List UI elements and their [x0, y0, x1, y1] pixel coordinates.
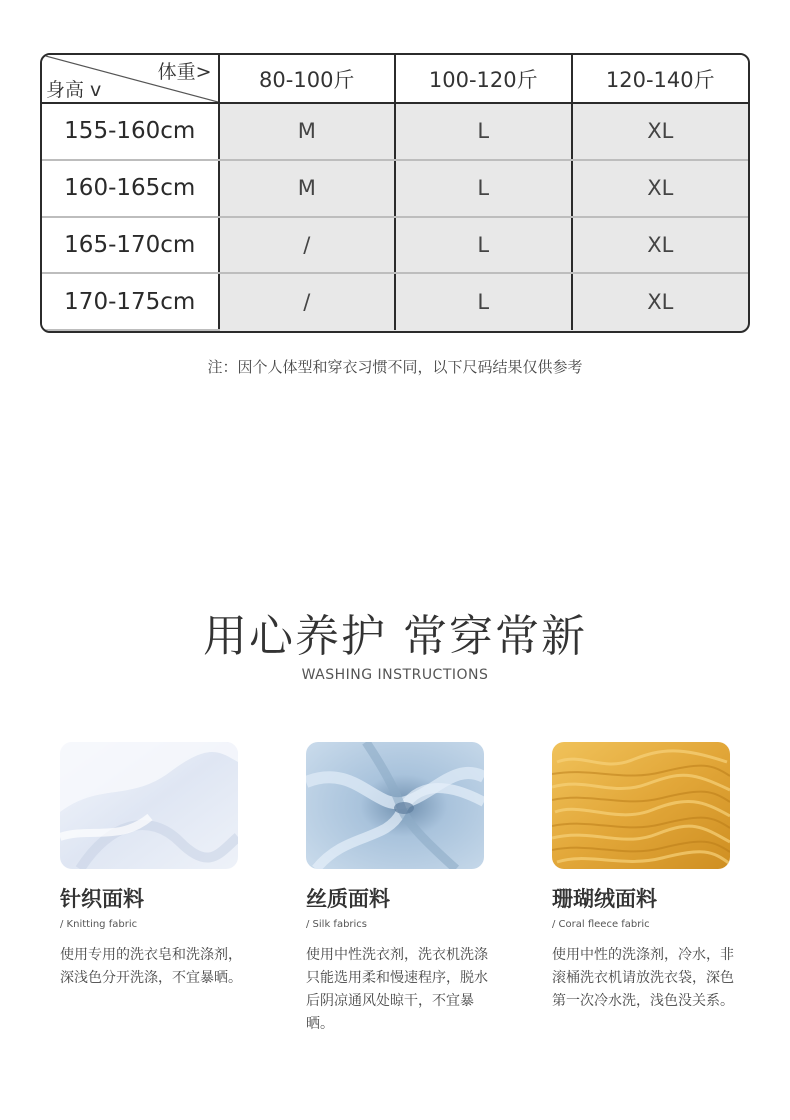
- fabric-name: 丝质面料: [306, 887, 390, 911]
- washing-subtitle: WASHING INSTRUCTIONS: [301, 667, 489, 683]
- size-cell: M: [219, 103, 396, 160]
- height-axis-label: 身高 v: [46, 79, 102, 101]
- fabric-english-name: / Coral fleece fabric: [552, 919, 650, 930]
- coral-fleece-fabric-image: [552, 742, 730, 869]
- fabric-english-name: / Knitting fabric: [60, 919, 138, 930]
- size-chart-corner-cell: [42, 55, 219, 103]
- height-row-label: 160-165cm: [42, 160, 219, 217]
- size-chart-row: [42, 217, 748, 274]
- weight-axis-label: 体重>: [157, 61, 212, 83]
- size-cell: XL: [647, 290, 674, 315]
- size-chart-header-row: [42, 55, 748, 103]
- size-chart-table: [40, 53, 750, 333]
- height-row-label: 155-160cm: [42, 103, 219, 160]
- weight-column-header: 80-100斤: [219, 55, 396, 103]
- fabric-care-description: 使用专用的洗衣皂和洗涤剂，深浅色分开洗涤，不宜暴晒。: [60, 947, 242, 986]
- size-chart-row: [42, 103, 748, 160]
- fabric-english-name: / Silk fabrics: [306, 919, 368, 930]
- weight-column-header: 100-120斤: [395, 55, 572, 103]
- fabric-card-coral-fleece: [552, 742, 742, 1013]
- knitting-fabric-image: [60, 742, 238, 869]
- washing-title: 用心养护 常穿常新: [203, 611, 587, 662]
- fabric-name: 针织面料: [60, 887, 144, 911]
- fabric-card-silk: [306, 742, 496, 1036]
- size-cell: XL: [572, 217, 749, 274]
- fabric-care-description: 使用中性的洗涤剂，冷水，非滚桶洗衣机请放洗衣袋，深色第一次冷水洗，浅色没关系。: [552, 947, 734, 1009]
- size-cell: L: [395, 273, 572, 330]
- size-cell: XL: [572, 160, 749, 217]
- size-cell: M: [219, 160, 396, 217]
- size-cell: XL: [572, 103, 749, 160]
- height-row-label: 165-170cm: [42, 217, 219, 274]
- size-cell: L: [395, 103, 572, 160]
- size-cell: L: [395, 160, 572, 217]
- fabric-care-description: 使用中性洗衣剂，洗衣机洗涤只能选用柔和慢速程序，脱水后阴凉通风处晾干，不宜暴晒。: [306, 947, 488, 1032]
- silk-fabric-image: [306, 742, 484, 869]
- fabric-card-knitting: [60, 742, 250, 990]
- size-chart-note: 注：因个人体型和穿衣习惯不同，以下尺码结果仅供参考: [207, 358, 583, 376]
- size-chart-row: [42, 273, 748, 330]
- fabric-name: 珊瑚绒面料: [552, 887, 657, 911]
- size-chart-row: [42, 160, 748, 217]
- size-cell: /: [219, 273, 396, 330]
- weight-column-header: 120-140斤: [572, 55, 749, 103]
- height-row-label: 170-175cm: [42, 273, 219, 330]
- size-cell: /: [219, 217, 396, 274]
- size-cell: L: [395, 217, 572, 274]
